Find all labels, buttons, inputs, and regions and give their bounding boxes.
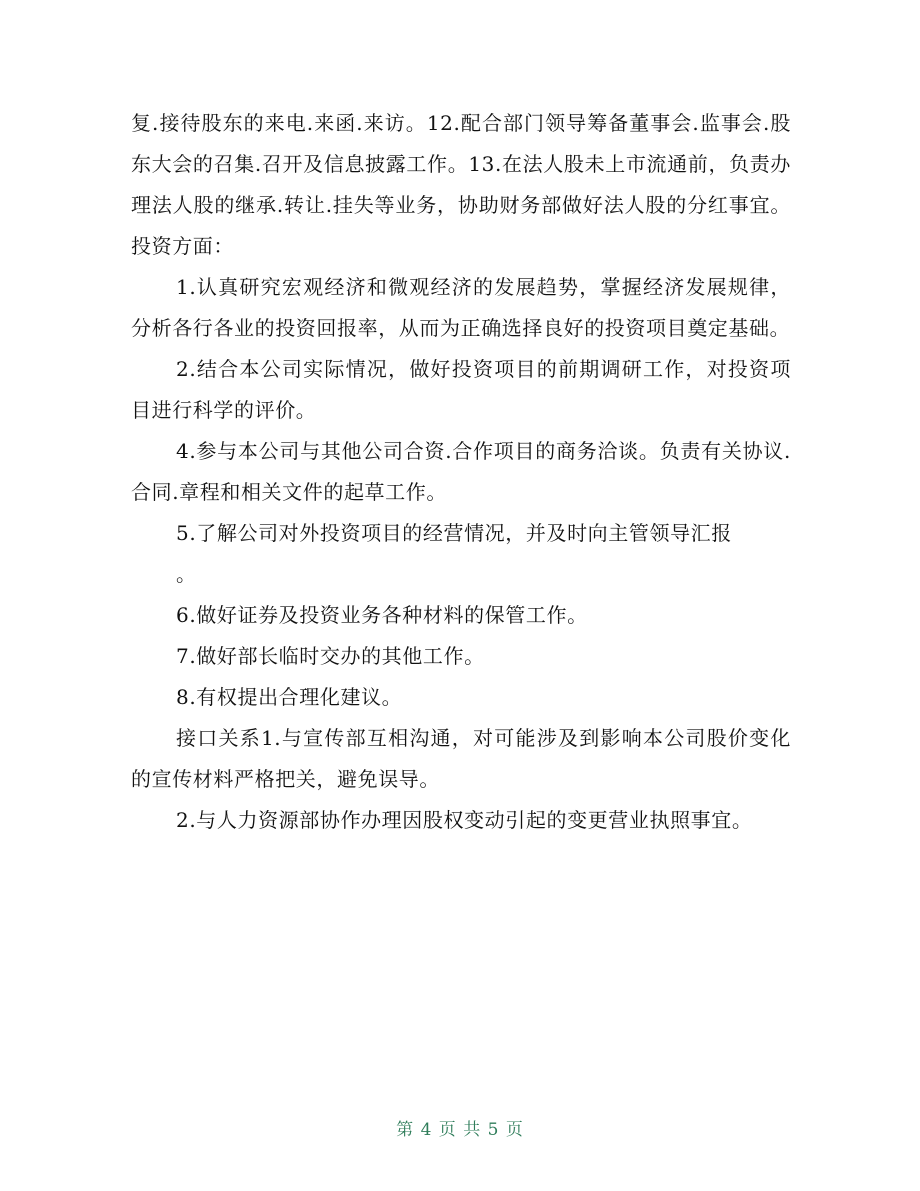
paragraph-period: 。	[176, 562, 197, 586]
paragraph-item-7: 7.做好部长临时交办的其他工作。	[176, 644, 485, 668]
paragraph-item-2: 2.结合本公司实际情况，做好投资项目的前期调研工作，对投资项目进行科学的评价。	[131, 357, 791, 422]
paragraph-interface-item-2: 2.与人力资源部协作办理因股权变动引起的变更营业执照事宜。	[176, 808, 753, 832]
paragraph-item-5: 5.了解公司对外投资项目的经营情况，并及时向主管领导汇报	[176, 521, 732, 545]
paragraph-item-6: 6.做好证券及投资业务各种材料的保管工作。	[176, 603, 588, 627]
paragraph-item-1: 1.认真研究宏观经济和微观经济的发展趋势，掌握经济发展规律，分析各行各业的投资回报率，从而为正确选择良好的投资项目奠定基础。	[131, 275, 791, 340]
paragraph-interface-relations: 接口关系1.与宣传部互相沟通，对可能涉及到影响本公司股价变化的宣传材料严格把关，避免误导。	[131, 726, 791, 791]
paragraph-item-8: 8.有权提出合理化建议。	[176, 685, 403, 709]
page-number-footer: 第 4 页 共 5 页	[396, 1120, 524, 1140]
paragraph-item-4: 4.参与本公司与其他公司合资.合作项目的商务洽谈。负责有关协议.合同.章程和相关文件的起草工作。	[131, 439, 791, 504]
paragraph-shareholder-affairs: 复.接待股东的来电.来函.来访。12.配合部门领导筹备董事会.监事会.股东大会的召集.召开及信息披露工作。13.在法人股未上市流通前，负责办理法人股的继承.转让.挂失等业务，协助财务部做好法人股的分红事宜。投资方面：	[131, 111, 791, 258]
document-body	[131, 103, 791, 841]
